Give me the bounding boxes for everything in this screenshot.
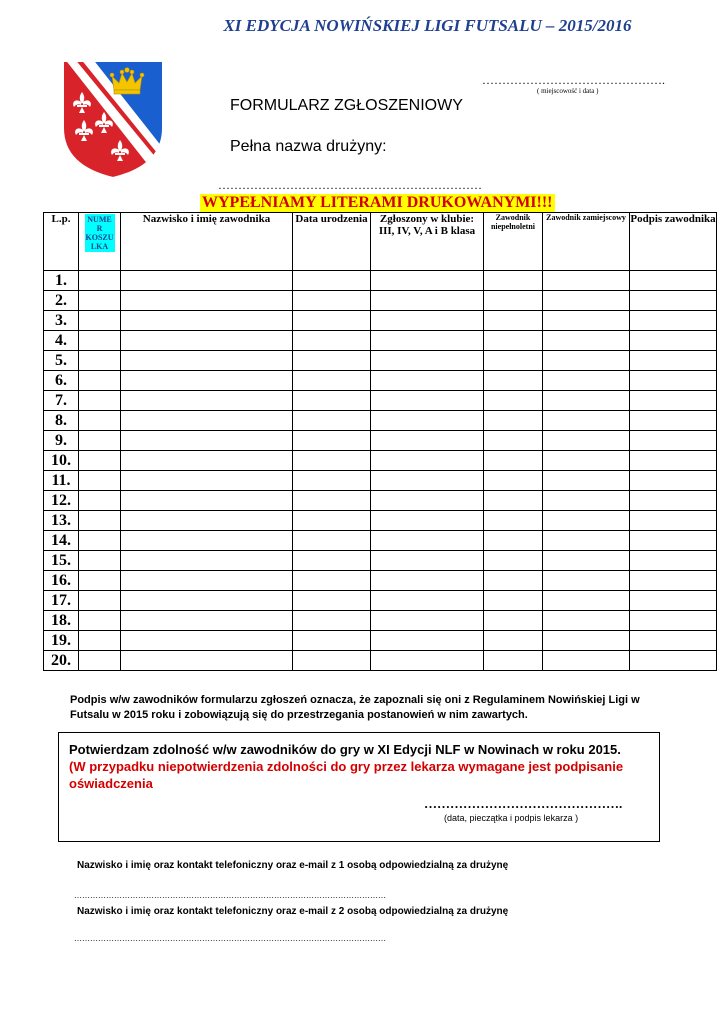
birth-date-cell[interactable] xyxy=(293,331,371,351)
birth-date-cell[interactable] xyxy=(293,571,371,591)
birth-date-cell[interactable] xyxy=(293,511,371,531)
row-number: 4. xyxy=(44,331,79,351)
signature-cell[interactable] xyxy=(630,331,717,351)
signature-cell[interactable] xyxy=(630,611,717,631)
player-name-cell[interactable] xyxy=(121,371,293,391)
contact-person-1-label: Nazwisko i imię oraz kontakt telefoniczny oraz e-mail z 1 osobą odpowiedzialną za drużynę xyxy=(77,860,509,871)
player-name-cell[interactable] xyxy=(121,531,293,551)
nonlocal-cell[interactable] xyxy=(543,331,630,351)
regulations-notice: Podpis w/w zawodników formularzu zgłoszeń oznacza, że zapoznali się oni z Regulaminem Nowińskiej Ligi w Futsalu w 2015 roku i zobowiązują się do przestrzegania postanowień w nim zawartych. xyxy=(70,694,640,721)
nonlocal-cell[interactable] xyxy=(543,651,630,671)
player-name-cell[interactable] xyxy=(121,331,293,351)
player-name-cell[interactable] xyxy=(121,591,293,611)
row-number: 2. xyxy=(44,291,79,311)
document-title: XI EDYCJA NOWIŃSKIEJ LIGI FUTSALU – 2015/2016 xyxy=(223,16,632,35)
form-title: FORMULARZ ZGŁOSZENIOWY xyxy=(230,97,463,114)
shirt-number-cell[interactable] xyxy=(79,391,121,411)
signature-cell[interactable] xyxy=(630,291,717,311)
birth-date-cell[interactable] xyxy=(293,431,371,451)
signature-cell[interactable] xyxy=(630,631,717,651)
club-level-cell[interactable] xyxy=(371,311,484,331)
nonlocal-cell[interactable] xyxy=(543,291,630,311)
table-row xyxy=(44,571,717,591)
table-row xyxy=(44,511,717,531)
signature-cell[interactable] xyxy=(630,351,717,371)
shirt-number-cell[interactable] xyxy=(79,311,121,331)
signature-cell[interactable] xyxy=(630,371,717,391)
place-date-caption: ( miejscowość i data ) xyxy=(537,87,599,95)
header-player-name: Nazwisko i imię zawodnika xyxy=(121,213,293,271)
row-number: 10. xyxy=(44,451,79,471)
row-number: 11. xyxy=(44,471,79,491)
nonlocal-cell[interactable] xyxy=(543,611,630,631)
shirt-number-cell[interactable] xyxy=(79,631,121,651)
coat-of-arms-logo xyxy=(60,58,166,180)
shirt-number-cell[interactable] xyxy=(79,611,121,631)
row-number: 7. xyxy=(44,391,79,411)
shirt-number-cell[interactable] xyxy=(79,331,121,351)
medical-warning-text: (W przypadku niepotwierdzenia zdolności do gry przez lekarza wymagane jest podpisanie oświadczenia xyxy=(69,759,624,791)
player-name-cell[interactable] xyxy=(121,391,293,411)
nonlocal-cell[interactable] xyxy=(543,311,630,331)
minor-cell[interactable] xyxy=(484,271,543,291)
birth-date-cell[interactable] xyxy=(293,631,371,651)
minor-cell[interactable] xyxy=(484,551,543,571)
row-number: 18. xyxy=(44,611,79,631)
birth-date-cell[interactable] xyxy=(293,531,371,551)
club-level-cell[interactable] xyxy=(371,371,484,391)
club-level-cell[interactable] xyxy=(371,351,484,371)
signature-cell[interactable] xyxy=(630,491,717,511)
nonlocal-cell[interactable] xyxy=(543,631,630,651)
shirt-number-cell[interactable] xyxy=(79,471,121,491)
birth-date-cell[interactable] xyxy=(293,291,371,311)
header-player-signature: Podpis zawodnika xyxy=(630,213,717,271)
club-level-cell[interactable] xyxy=(371,631,484,651)
nonlocal-cell[interactable] xyxy=(543,391,630,411)
shirt-number-cell[interactable] xyxy=(79,511,121,531)
table-row xyxy=(44,651,717,671)
doctor-signature-line[interactable]: ………………………………………. xyxy=(424,796,623,811)
header-shirt-number xyxy=(79,213,121,271)
player-name-cell[interactable] xyxy=(121,311,293,331)
shirt-number-cell[interactable] xyxy=(79,491,121,511)
birth-date-cell[interactable] xyxy=(293,371,371,391)
club-level-cell[interactable] xyxy=(371,471,484,491)
nonlocal-cell[interactable] xyxy=(543,551,630,571)
club-level-cell[interactable] xyxy=(371,551,484,571)
minor-cell[interactable] xyxy=(484,491,543,511)
player-name-cell[interactable] xyxy=(121,411,293,431)
shirt-number-cell[interactable] xyxy=(79,351,121,371)
minor-cell[interactable] xyxy=(484,411,543,431)
signature-cell[interactable] xyxy=(630,551,717,571)
table-row xyxy=(44,611,717,631)
row-number: 17. xyxy=(44,591,79,611)
contact-person-2-label: Nazwisko i imię oraz kontakt telefoniczny oraz e-mail z 2 osobą odpowiedzialną za drużynę xyxy=(77,906,509,917)
row-number: 15. xyxy=(44,551,79,571)
club-level-cell[interactable] xyxy=(371,611,484,631)
nonlocal-cell[interactable] xyxy=(543,431,630,451)
table-row xyxy=(44,271,717,291)
nonlocal-cell[interactable] xyxy=(543,411,630,431)
club-level-cell[interactable] xyxy=(371,491,484,511)
player-name-cell[interactable] xyxy=(121,431,293,451)
shirt-number-cell[interactable] xyxy=(79,371,121,391)
table-row xyxy=(44,531,717,551)
header-nonlocal-player: Zawodnik zamiejscowy xyxy=(543,213,630,271)
row-number: 8. xyxy=(44,411,79,431)
player-name-cell[interactable] xyxy=(121,651,293,671)
table-row xyxy=(44,291,717,311)
row-number: 5. xyxy=(44,351,79,371)
signature-cell[interactable] xyxy=(630,431,717,451)
shirt-number-cell[interactable] xyxy=(79,271,121,291)
table-row xyxy=(44,551,717,571)
club-level-cell[interactable] xyxy=(371,451,484,471)
birth-date-cell[interactable] xyxy=(293,651,371,671)
minor-cell[interactable] xyxy=(484,371,543,391)
shirt-number-cell[interactable] xyxy=(79,591,121,611)
players-table xyxy=(43,212,717,671)
shirt-number-label: NUME R KOSZU LKA xyxy=(85,215,114,251)
row-number: 9. xyxy=(44,431,79,451)
row-number: 1. xyxy=(44,271,79,291)
birth-date-cell[interactable] xyxy=(293,311,371,331)
minor-cell[interactable] xyxy=(484,471,543,491)
row-number: 19. xyxy=(44,631,79,651)
birth-date-cell[interactable] xyxy=(293,351,371,371)
player-name-cell[interactable] xyxy=(121,511,293,531)
birth-date-cell[interactable] xyxy=(293,471,371,491)
team-name-line[interactable]: ………………………………………………………… xyxy=(218,178,482,192)
row-number: 12. xyxy=(44,491,79,511)
nonlocal-cell[interactable] xyxy=(543,451,630,471)
nonlocal-cell[interactable] xyxy=(543,531,630,551)
club-level-cell[interactable] xyxy=(371,511,484,531)
doctor-signature-caption: (data, pieczątka i podpis lekarza ) xyxy=(444,813,579,823)
minor-cell[interactable] xyxy=(484,431,543,451)
row-number: 14. xyxy=(44,531,79,551)
team-name-label: Pełna nazwa drużyny: xyxy=(230,138,387,155)
table-row xyxy=(44,311,717,331)
nonlocal-cell[interactable] xyxy=(543,371,630,391)
table-row xyxy=(44,331,717,351)
minor-cell[interactable] xyxy=(484,351,543,371)
shirt-number-cell[interactable] xyxy=(79,531,121,551)
player-name-cell[interactable] xyxy=(121,611,293,631)
header-lp: L.p. xyxy=(44,213,79,271)
minor-cell[interactable] xyxy=(484,291,543,311)
signature-cell[interactable] xyxy=(630,411,717,431)
print-letters-banner: WYPEŁNIAMY LITERAMI DRUKOWANYMI!!! xyxy=(202,194,553,211)
signature-cell[interactable] xyxy=(630,571,717,591)
club-level-cell[interactable] xyxy=(371,411,484,431)
birth-date-cell[interactable] xyxy=(293,271,371,291)
player-name-cell[interactable] xyxy=(121,271,293,291)
signature-cell[interactable] xyxy=(630,651,717,671)
table-row xyxy=(44,491,717,511)
club-level-cell[interactable] xyxy=(371,591,484,611)
minor-cell[interactable] xyxy=(484,511,543,531)
table-row xyxy=(44,451,717,471)
nonlocal-cell[interactable] xyxy=(543,491,630,511)
club-level-cell[interactable] xyxy=(371,271,484,291)
table-header-row xyxy=(44,213,717,271)
nonlocal-cell[interactable] xyxy=(543,351,630,371)
shirt-number-cell[interactable] xyxy=(79,451,121,471)
shirt-number-cell[interactable] xyxy=(79,431,121,451)
shirt-number-cell[interactable] xyxy=(79,291,121,311)
club-level-cell[interactable] xyxy=(371,331,484,351)
signature-cell[interactable] xyxy=(630,591,717,611)
row-number: 6. xyxy=(44,371,79,391)
medical-confirmation-box xyxy=(58,732,660,842)
club-level-cell[interactable] xyxy=(371,291,484,311)
birth-date-cell[interactable] xyxy=(293,611,371,631)
signature-cell[interactable] xyxy=(630,451,717,471)
player-name-cell[interactable] xyxy=(121,571,293,591)
table-row xyxy=(44,391,717,411)
birth-date-cell[interactable] xyxy=(293,391,371,411)
club-level-cell[interactable] xyxy=(371,531,484,551)
signature-cell[interactable] xyxy=(630,471,717,491)
minor-cell[interactable] xyxy=(484,611,543,631)
signature-cell[interactable] xyxy=(630,271,717,291)
header-club-level: Zgłoszony w klubie: III, IV, V, A i B klasa xyxy=(371,213,484,271)
shirt-number-cell[interactable] xyxy=(79,651,121,671)
medical-confirmation-text: Potwierdzam zdolność w/w zawodników do gry w XI Edycji NLF w Nowinach w roku 2015. xyxy=(69,742,621,757)
club-level-cell[interactable] xyxy=(371,431,484,451)
minor-cell[interactable] xyxy=(484,531,543,551)
player-name-cell[interactable] xyxy=(121,451,293,471)
club-level-cell[interactable] xyxy=(371,651,484,671)
shirt-number-cell[interactable] xyxy=(79,551,121,571)
minor-cell[interactable] xyxy=(484,651,543,671)
nonlocal-cell[interactable] xyxy=(543,591,630,611)
table-row xyxy=(44,471,717,491)
row-number: 20. xyxy=(44,651,79,671)
header-birth-date: Data urodzenia xyxy=(293,213,371,271)
birth-date-cell[interactable] xyxy=(293,411,371,431)
minor-cell[interactable] xyxy=(484,631,543,651)
table-row xyxy=(44,631,717,651)
minor-cell[interactable] xyxy=(484,331,543,351)
place-date-line[interactable]: ………………………………………. xyxy=(482,73,665,87)
player-name-cell[interactable] xyxy=(121,491,293,511)
signature-cell[interactable] xyxy=(630,531,717,551)
club-level-cell[interactable] xyxy=(371,391,484,411)
minor-cell[interactable] xyxy=(484,311,543,331)
minor-cell[interactable] xyxy=(484,451,543,471)
player-name-cell[interactable] xyxy=(121,351,293,371)
player-name-cell[interactable] xyxy=(121,631,293,651)
club-level-cell[interactable] xyxy=(371,571,484,591)
birth-date-cell[interactable] xyxy=(293,491,371,511)
table-row xyxy=(44,411,717,431)
contact-person-2-line[interactable]: ……………………………………………………………………………………………………… xyxy=(74,934,386,943)
signature-cell[interactable] xyxy=(630,511,717,531)
birth-date-cell[interactable] xyxy=(293,451,371,471)
table-row xyxy=(44,351,717,371)
row-number: 3. xyxy=(44,311,79,331)
nonlocal-cell[interactable] xyxy=(543,571,630,591)
player-name-cell[interactable] xyxy=(121,551,293,571)
table-row xyxy=(44,431,717,451)
contact-person-1-line[interactable]: ……………………………………………………………………………………………………… xyxy=(74,891,386,900)
signature-cell[interactable] xyxy=(630,311,717,331)
signature-cell[interactable] xyxy=(630,391,717,411)
nonlocal-cell[interactable] xyxy=(543,271,630,291)
shirt-number-cell[interactable] xyxy=(79,571,121,591)
birth-date-cell[interactable] xyxy=(293,551,371,571)
nonlocal-cell[interactable] xyxy=(543,471,630,491)
minor-cell[interactable] xyxy=(484,571,543,591)
row-number: 16. xyxy=(44,571,79,591)
birth-date-cell[interactable] xyxy=(293,591,371,611)
row-number: 13. xyxy=(44,511,79,531)
table-row xyxy=(44,591,717,611)
player-name-cell[interactable] xyxy=(121,291,293,311)
nonlocal-cell[interactable] xyxy=(543,511,630,531)
player-name-cell[interactable] xyxy=(121,471,293,491)
shirt-number-cell[interactable] xyxy=(79,411,121,431)
minor-cell[interactable] xyxy=(484,591,543,611)
minor-cell[interactable] xyxy=(484,391,543,411)
header-minor-player: Zawodnik niepełnoletni xyxy=(484,213,543,271)
table-row xyxy=(44,371,717,391)
